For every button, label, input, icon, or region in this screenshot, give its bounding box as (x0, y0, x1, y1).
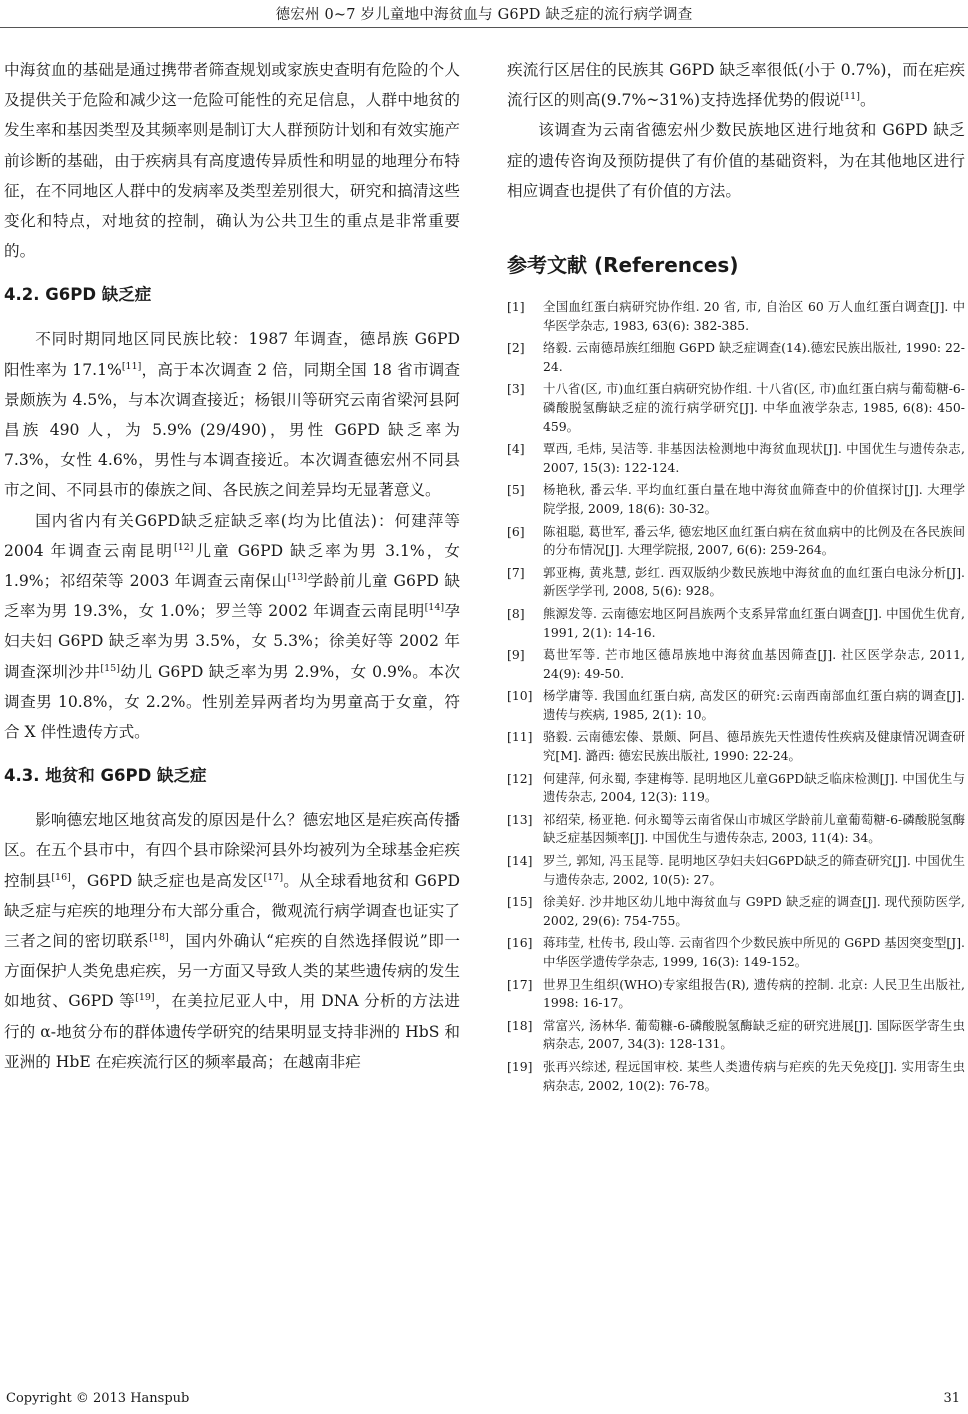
reference-item (507, 298, 965, 335)
reference-item (507, 1017, 965, 1054)
reference-list (507, 298, 965, 1095)
reference-item (507, 523, 965, 560)
copyright-notice: Copyright © 2013 Hanspub (6, 1391, 190, 1406)
citation: [14] (424, 602, 445, 614)
reference-text: 蒋玮莹, 杜传书, 段山等. 云南省四个少数民族中所见的 G6PD 基因突变型[J]. 中华医学遗传学杂志, 1999, 16(3): 149-152。 (543, 935, 965, 970)
reference-number: [8] (507, 605, 525, 621)
reference-text: 十八省(区, 市)血红蛋白病研究协作组. 十八省(区, 市)血红蛋白病与葡萄糖-6-磷酸脱氢酶缺乏症的流行病学研究[J]. 中华血液学杂志, 1985, 6(8): 450-459。 (543, 381, 965, 434)
page-number: 31 (943, 1391, 960, 1406)
citation: [13] (287, 571, 308, 583)
reference-item (507, 687, 965, 724)
reference-text: 杨学庸等. 我国血红蛋白病, 高发区的研究:云南西南部血红蛋白病的调查[J]. 遗传与疾病, 1985, 2(1): 10。 (543, 688, 965, 722)
header-divider (0, 27, 968, 28)
citation: [11] (840, 91, 860, 103)
text-run: 学龄前儿童 G6PD 缺乏率为男 19.3%，女 1.0%；罗兰等 2002 年调查云南昆明 (4, 572, 460, 621)
reference-number: [9] (507, 647, 525, 663)
section-4-3-paragraph-1 (4, 805, 460, 1077)
reference-item (507, 976, 965, 1013)
citation: [19] (135, 992, 155, 1004)
reference-item (507, 605, 965, 642)
section-4-3-heading: 4.3. 地贫和 G6PD 缺乏症 (4, 766, 207, 786)
reference-text: 徐美好. 沙井地区幼儿地中海贫血与 G9PD 缺乏症的调查[J]. 现代预防医学, 2002, 29(6): 754-755。 (543, 894, 965, 928)
intro-paragraph: 中海贫血的基础是通过携带者筛查规划或家族史查明有危险的个人及提供关于危险和减少这一危险可能性的充足信息，人群中地贫的发生率和基因类型及其频率则是制订大人群预防计划和有效实施产前诊断的基础，由于疾病具有高度遗传异质性和明显的地理分布特征，在不同地区人群中的发病率及类型差别很大，研究和搞清这些变化和特点，对地贫的控制，确认为公共卫生的重点是非常重要的。 (4, 61, 460, 261)
conclusion-paragraph: 该调查为云南省德宏州少数民族地区进行地贫和 G6PD 缺乏症的遗传咨询及预防提供了有价值的基础资料，为在其他地区进行相应调查也提供了有价值的方法。 (507, 121, 965, 200)
reference-number: [3] (507, 381, 525, 397)
right-column (507, 55, 965, 1099)
reference-number: [1] (507, 299, 525, 315)
text-run: 国内省内有关G6PD缺乏症缺乏率(均为比值法)：何建萍等 2004 年调查云南昆明 (4, 511, 460, 560)
citation: [11] (121, 360, 142, 372)
reference-number: [11] (507, 729, 533, 745)
reference-number: [2] (507, 340, 525, 356)
reference-item (507, 1058, 965, 1095)
text-run: 影响德宏地区地贫高发的原因是什么？德宏地区是疟疾高传播区。在五个县市中，有四个县市除梁河县外均被列为全球基金疟疾控制县 (4, 811, 460, 890)
reference-item (507, 893, 965, 930)
reference-number: [6] (507, 523, 525, 539)
reference-text: 熊源发等. 云南德宏地区阿昌族两个支系异常血红蛋白调查[J]. 中国优生优育, 1991, 2(1): 14-16. (543, 605, 965, 640)
reference-item (507, 564, 965, 601)
reference-item (507, 770, 965, 807)
reference-text: 何建萍, 何永蜀, 李建梅等. 昆明地区儿童G6PD缺乏临床检测[J]. 中国优生与遗传杂志, 2004, 12(3): 119。 (543, 770, 965, 805)
reference-number: [16] (507, 935, 533, 951)
reference-text: 杨艳秋, 番云华. 平均血红蛋白量在地中海贫血筛查中的价值探讨[J]. 大理学院学报, 2009, 18(6): 30-32。 (543, 482, 965, 516)
reference-text: 陈祖聪, 葛世军, 番云华, 德宏地区血红蛋白病在贫血病中的比例及在各民族间的分布情况[J]. 大理学院报, 2007, 6(6): 259-264。 (543, 523, 965, 558)
reference-number: [5] (507, 482, 525, 498)
reference-item (507, 811, 965, 848)
section-4-2-paragraph-1 (4, 324, 460, 505)
reference-item (507, 646, 965, 683)
citation: [15] (100, 662, 120, 674)
reference-number: [14] (507, 853, 533, 869)
text-run: 疾流行区居住的民族其 G6PD 缺乏率很低(小于 0.7%)，而在疟疾流行区的则高(9.7%~31%)支持选择优势的假说 (507, 61, 965, 110)
reference-number: [10] (507, 688, 533, 704)
reference-text: 罗兰, 郭知, 冯玉昆等. 昆明地区孕妇夫妇G6PD缺乏的筛查研究[J]. 中国优生与遗传杂志, 2002, 10(5): 27。 (543, 853, 965, 887)
citation: [12] (173, 541, 194, 553)
reference-text: 祁绍荣, 杨亚艳. 何永蜀等云南省保山市城区学龄前儿童葡萄糖-6-磷酸脱氢酶缺乏症基因频率[J]. 中国优生与遗传杂志, 2003, 11(4): 34。 (543, 811, 965, 846)
reference-number: [15] (507, 894, 533, 910)
citation: [16] (51, 871, 71, 883)
reference-text: 张再兴综述, 程远国审校. 某些人类遗传病与疟疾的先天免疫[J]. 实用寄生虫病杂志, 2002, 10(2): 76-78。 (543, 1058, 965, 1093)
reference-text: 全国血红蛋白病研究协作组. 20 省, 市, 自治区 60 万人血红蛋白调查[J]. 中华医学杂志, 1983, 63(6): 382-385. (543, 299, 965, 333)
citation: [18] (149, 931, 169, 943)
reference-text: 骆毅. 云南德宏傣、景颇、阿昌、德昂族先天性遗传性疾病及健康情况调查研究[M]. 潞西: 德宏民族出版社, 1990: 22-24。 (543, 729, 965, 764)
reference-number: [18] (507, 1017, 533, 1033)
text-run: 。从全球看地贫和 G6PD 缺乏症与疟疾的地理分布大部分重合，微观流行病学调查也证实了三者之间的密切联系 (4, 871, 460, 951)
reference-number: [12] (507, 770, 533, 786)
text-run: ，G6PD 缺乏症也是高发区 (70, 871, 264, 890)
reference-item (507, 440, 965, 477)
text-run: ，在美拉尼亚人中，用 DNA 分析的方法进行的 α-地贫分布的群体遗传学研究的结果明显支持非洲的 HbS 和亚洲的 HbE 在疟疾流行区的频率最高；在越南非疟 (4, 992, 460, 1071)
text-run: 孕妇夫妇 G6PD 缺乏率为男 3.5%，女 5.3%；徐美好等 2002 年调查深圳沙井 (4, 602, 460, 681)
reference-item (507, 339, 965, 376)
reference-number: [13] (507, 811, 533, 827)
reference-number: [19] (507, 1058, 533, 1074)
text-run: 儿童 G6PD 缺乏率为男 3.1%，女 1.9%；祁绍荣等 2003 年调查云南保山 (4, 541, 460, 591)
section-4-2-paragraph-2 (4, 506, 460, 748)
reference-text: 葛世军等. 芒市地区德昂族地中海贫血基因筛查[J]. 社区医学杂志, 2011, 24(9): 49-50. (543, 647, 965, 681)
text-run: 不同时期同地区同民族比较：1987 年调查，德昂族 G6PD 阳性率为 17.1% (4, 330, 460, 379)
continued-paragraph (507, 55, 965, 115)
text-run: ，国内外确认“疟疾的自然选择假说”即一方面保护人类免患疟疾，另一方面又导致人类的某些遗传病的发生如地贫、G6PD 等 (4, 932, 460, 1011)
reference-item (507, 380, 965, 436)
reference-text: 覃西, 毛炜, 吴洁等. 非基因法检测地中海贫血现状[J]. 中国优生与遗传杂志, 2007, 15(3): 122-124. (543, 441, 965, 475)
reference-item (507, 728, 965, 765)
reference-number: [17] (507, 976, 533, 992)
reference-text: 郭亚梅, 黄兆慧, 彭红. 西双版纳少数民族地中海贫血的血红蛋白电泳分析[J]. 新医学学刊, 2008, 5(6): 928。 (543, 564, 965, 599)
text-run: ，高于本次调查 2 倍，同期全国 18 省市调查景颇族为 4.5%，与本次调查接近；杨银川等研究云南省梁河县阿昌族 490 人，为 5.9% (29/490)，男性 G6PD 缺乏率为 7.3%，女性 4.6%，男性与本调查接近。本次调查德宏州不同县市之间、不同县市的傣族之间、各民族之间差异均无显著意义。 (4, 360, 461, 500)
reference-text: 络毅. 云南德昂族红细胞 G6PD 缺乏症调查(14).德宏民族出版社, 1990: 22-24. (543, 340, 965, 374)
section-4-2-heading: 4.2. G6PD 缺乏症 (4, 285, 152, 305)
reference-item (507, 934, 965, 971)
text-run: 。 (859, 91, 876, 110)
references-heading: 参考文献 (References) (507, 253, 739, 278)
text-run: 幼儿 G6PD 缺乏率为男 2.9%，女 0.9%。本次调查男 10.8%，女 2.2%。性别差异两者均为男童高于女童，符合 X 伴性遗传方式。 (4, 662, 460, 742)
citation: [17] (263, 871, 284, 883)
reference-item (507, 481, 965, 518)
reference-number: [4] (507, 441, 525, 457)
reference-number: [7] (507, 564, 525, 580)
reference-item (507, 852, 965, 889)
running-header: 德宏州 0~7 岁儿童地中海贫血与 G6PD 缺乏症的流行病学调查 (275, 7, 693, 23)
reference-text: 世界卫生组织(WHO)专家组报告(R), 遗传病的控制. 北京: 人民卫生出版社, 1998: 16-17。 (543, 976, 965, 1011)
reference-text: 常富兴, 汤林华. 葡萄糠-6-磷酸脱氢酶缺乏症的研究进展[J]. 国际医学寄生虫病杂志, 2007, 34(3): 128-131。 (543, 1017, 965, 1052)
left-column (4, 55, 460, 1077)
